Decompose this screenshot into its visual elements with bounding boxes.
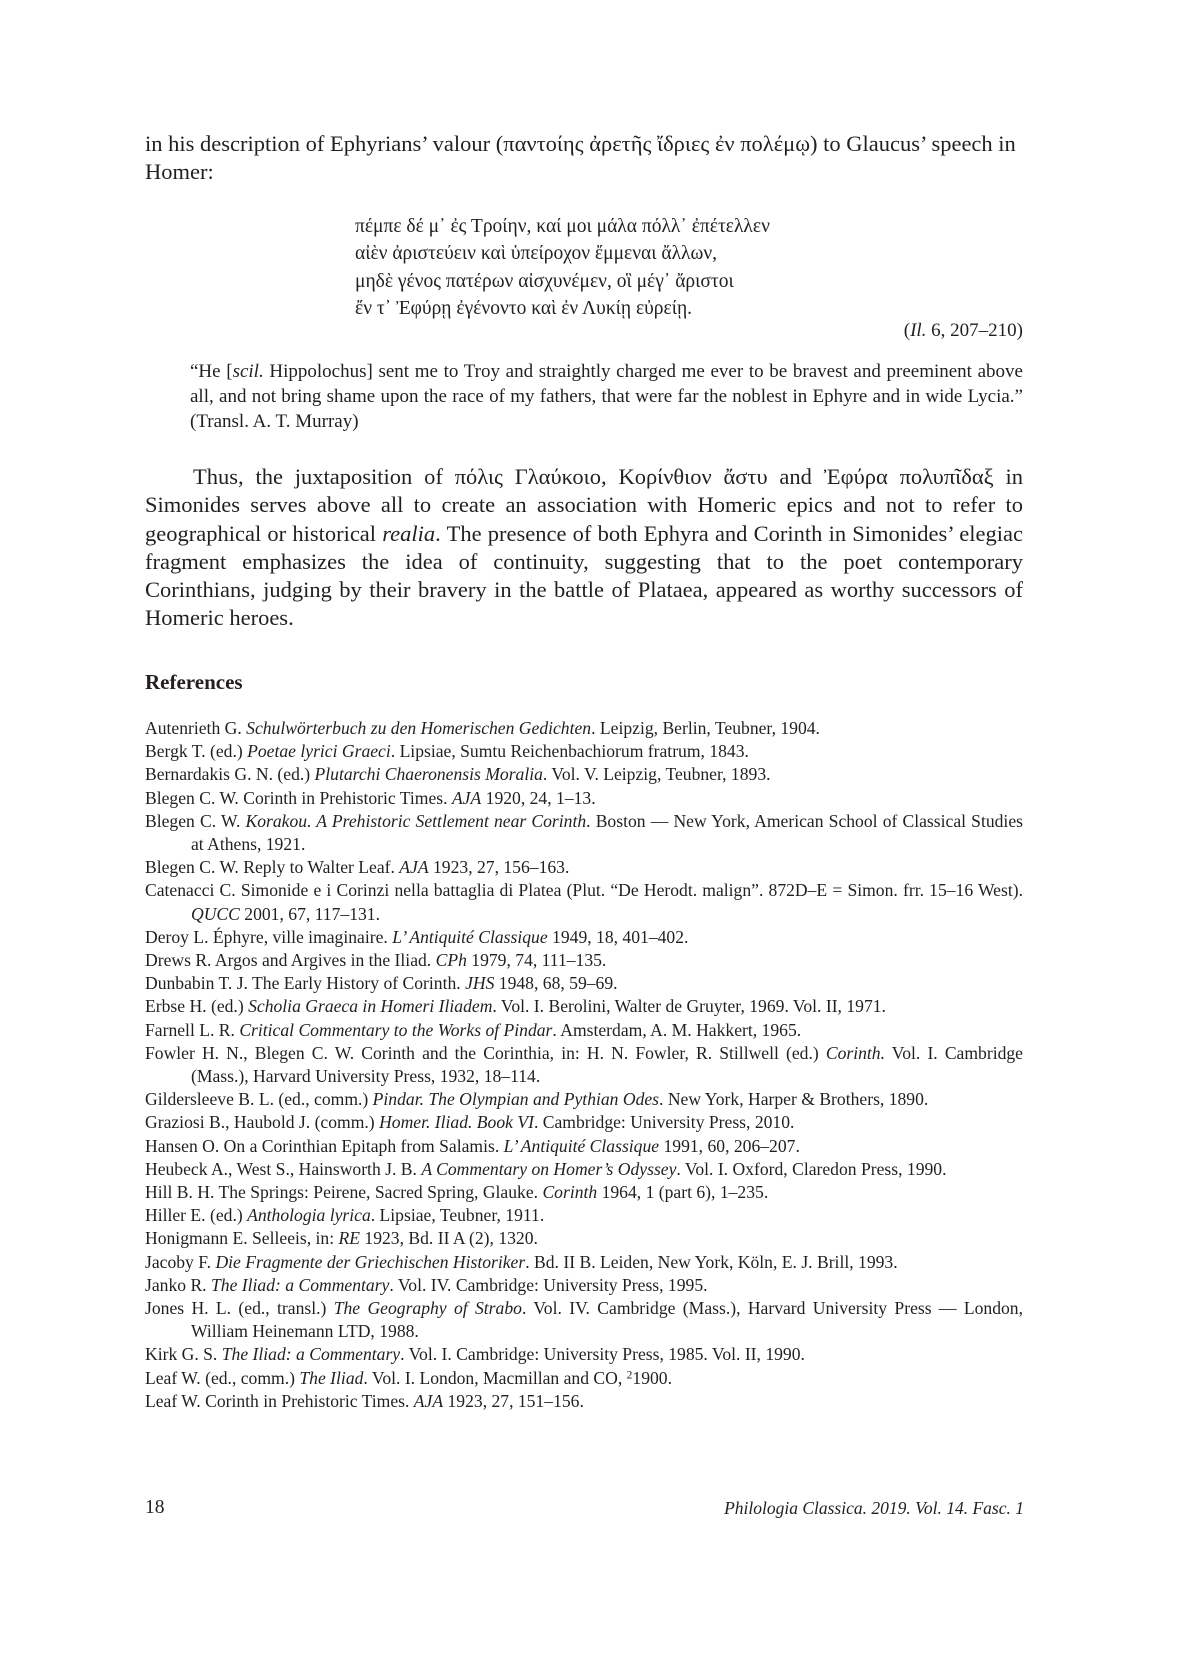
reference-item xyxy=(145,763,1023,786)
references-list xyxy=(145,717,1023,1413)
reference-item xyxy=(145,717,1023,740)
reference-part: Anthologia lyrica xyxy=(247,1205,371,1226)
reference-part: 1923, 27, 156–163. xyxy=(428,857,570,878)
reference-part: . Vol. I. Berolini, Walter de Gruyter, 1969. Vol. II, 1971. xyxy=(492,996,886,1017)
reference-part: 1979, 74, 111–135. xyxy=(466,950,607,971)
reference-part: 2001, 67, 117–131. xyxy=(239,903,380,924)
verse-translation xyxy=(190,359,1023,435)
verse-line: ἔν τ᾽ Ἐφύρῃ ἐγένοντο καὶ ἐν Λυκίῃ εὐρείῃ. xyxy=(355,297,693,319)
reference-part: Plutarchi Chaeronensis Moralia xyxy=(314,764,543,785)
reference-item xyxy=(145,1274,1023,1297)
reference-part: Catenacci C. Simonide e i Corinzi nella battaglia di Platea (Plut. “De Herodt. malign”. 872D–E = Simon. frr. 15–16 West). xyxy=(145,880,1023,901)
conclusion-realia: realia xyxy=(382,520,436,546)
reference-item xyxy=(145,1135,1023,1158)
reference-part: L’ Antiquité Classique xyxy=(392,926,548,947)
reference-part: Leaf W. Corinth in Prehistoric Times. xyxy=(145,1390,414,1411)
reference-item xyxy=(145,1042,1023,1088)
reference-item xyxy=(145,995,1023,1018)
reference-item xyxy=(145,1343,1023,1366)
homer-verse-quote xyxy=(355,213,770,322)
reference-part: Fowler H. N., Blegen C. W. Corinth and the Corinthia, in: H. N. Fowler, R. Stillwell (ed.) xyxy=(145,1042,826,1063)
reference-part: 1948, 68, 59–69. xyxy=(494,973,618,994)
reference-part: 1949, 18, 401–402. xyxy=(547,926,689,947)
reference-part: Pindar. The Olympian and Pythian Odes xyxy=(372,1089,660,1110)
translation-text-a: “He [ xyxy=(190,361,233,382)
reference-part: . Cambridge: University Press, 2010. xyxy=(533,1112,795,1133)
citation-open: ( xyxy=(903,320,911,341)
reference-item xyxy=(145,1297,1023,1343)
reference-part: . Vol. I. London, Macmillan and CO, xyxy=(363,1367,627,1388)
reference-part: The Geography of Strabo xyxy=(333,1298,522,1319)
reference-part: Vol. I. Cambridge (Mass.), Harvard University Press, 1932, 18–114. xyxy=(191,1042,1023,1087)
reference-part: CPh xyxy=(435,950,467,971)
reference-item xyxy=(145,1251,1023,1274)
reference-part: QUCC xyxy=(191,903,240,924)
paragraph-conclusion xyxy=(145,463,1023,633)
reference-part: 1991, 60, 206–207. xyxy=(659,1135,800,1156)
references-heading: References xyxy=(145,670,243,694)
reference-part: A Commentary on Homer’s Odyssey xyxy=(421,1158,677,1179)
reference-item xyxy=(145,810,1023,856)
reference-part: 1923, 27, 151–156. xyxy=(443,1390,584,1411)
reference-part: L’ Antiquité Classique xyxy=(503,1135,660,1156)
reference-part: Korakou. A Prehistoric Settlement near Corinth xyxy=(245,810,587,831)
reference-item xyxy=(145,1158,1023,1181)
reference-part: AJA xyxy=(413,1390,444,1411)
reference-part: AJA xyxy=(451,787,482,808)
verse-line: μηδὲ γένος πατέρων αἰσχυνέμεν, οἳ μέγ᾽ ἄριστοι xyxy=(355,270,734,292)
reference-item xyxy=(145,1204,1023,1227)
reference-item xyxy=(145,1019,1023,1042)
reference-part: Bernardakis G. N. (ed.) xyxy=(145,764,315,785)
reference-part: 1964, 1 (part 6), 1–235. xyxy=(597,1182,769,1203)
reference-part: . Vol. I. Oxford, Claredon Press, 1990. xyxy=(676,1158,947,1179)
reference-part: 1900. xyxy=(632,1367,672,1388)
reference-part: The Iliad xyxy=(299,1367,364,1388)
reference-part: . Bd. II B. Leiden, New York, Köln, E. J. Brill, 1993. xyxy=(525,1251,898,1272)
reference-part: Kirk G. S. xyxy=(145,1344,222,1365)
reference-item xyxy=(145,1227,1023,1250)
reference-item xyxy=(145,740,1023,763)
reference-part: . Leipzig, Berlin, Teubner, 1904. xyxy=(591,718,820,738)
reference-part: Corinth xyxy=(542,1182,598,1203)
reference-part: . Lipsiae, Teubner, 1911. xyxy=(370,1205,545,1226)
reference-item xyxy=(145,856,1023,879)
reference-part: The Iliad: a Commentary xyxy=(221,1344,401,1365)
conclusion-text-a: Thus, the juxtaposition of πόλις Γλαύκοιο, Κορίνθιον ἄστυ and Ἐφύρα πολυπῖδαξ in Simonides serves above all to create an association with Homeric epics and not to refer to geographical or historical xyxy=(145,464,1023,546)
citation-rest: 6, 207–210) xyxy=(926,320,1023,341)
reference-part: . Amsterdam, A. M. Hakkert, 1965. xyxy=(552,1019,802,1040)
reference-part: Homer. Iliad. Book VI xyxy=(379,1112,534,1133)
reference-part: Die Fragmente der Griechischen Historiker xyxy=(215,1251,526,1272)
reference-item xyxy=(145,1181,1023,1204)
reference-part: Scholia Graeca in Homeri Iliadem xyxy=(248,996,493,1017)
page-number: 18 xyxy=(145,1497,165,1518)
translation-text-b: Hippolochus] sent me to Troy and straightly charged me ever to be bravest and preeminent above all, and not bring shame upon the race of my fathers, that were far the noblest in Ephyre and in wide Lycia.” (Transl. A. T. Murray) xyxy=(190,361,1023,433)
reference-item xyxy=(145,879,1023,925)
reference-part: 1920, 24, 1–13. xyxy=(481,787,596,808)
reference-part: 1923, Bd. II A (2), 1320. xyxy=(360,1228,538,1249)
journal-footer: Philologia Classica. 2019. Vol. 14. Fasc. 1 xyxy=(724,1498,1024,1518)
reference-part: Poetae lyrici Graeci xyxy=(247,741,391,762)
reference-part: 2 xyxy=(626,1368,633,1381)
reference-part: Gildersleeve B. L. (ed., comm.) xyxy=(145,1089,373,1110)
reference-part: Blegen C. W. Corinth in Prehistoric Times. xyxy=(145,787,452,808)
conclusion-text-b: . The presence of both Ephyra and Corinth in Simonides’ elegiac fragment emphasizes the idea of continuity, suggesting that to the poet contemporary Corinthians, judging by their bravery in the battle of Plataea, appeared as worthy successors of Homeric heroes. xyxy=(145,520,1023,631)
reference-item xyxy=(145,972,1023,995)
verse-line: πέμπε δέ μ᾽ ἐς Τροίην, καί μοι μάλα πόλλ᾽ ἐπέτελλεν xyxy=(355,216,770,237)
reference-part: JHS xyxy=(465,973,495,994)
reference-part: Drews R. Argos and Argives in the Iliad. xyxy=(145,950,436,971)
reference-part: Corinth. xyxy=(825,1042,885,1063)
reference-part: . Boston — New York, American School of Classical Studies at Athens, 1921. xyxy=(191,810,1023,855)
paragraph-intro: in his description of Ephyrians’ valour (παντοίης ἀρετῆς ἴδριες ἐν πολέμῳ) to Glaucus’ speech in Homer: xyxy=(145,131,1016,185)
reference-part: Janko R. xyxy=(145,1274,211,1295)
reference-part: RE xyxy=(338,1228,361,1249)
citation-work: Il. xyxy=(910,320,927,341)
reference-item xyxy=(145,926,1023,949)
verse-line: αἰὲν ἀριστεύειν καὶ ὑπείροχον ἔμμεναι ἄλλων, xyxy=(355,243,718,265)
reference-part: . Vol. IV. Cambridge: University Press, 1995. xyxy=(389,1274,708,1295)
reference-part: AJA xyxy=(399,857,429,878)
reference-item xyxy=(145,1088,1023,1111)
reference-part: Blegen C. W. Reply to Walter Leaf. xyxy=(145,857,400,878)
reference-part: Jones H. L. (ed., transl.) xyxy=(145,1298,334,1319)
reference-part: Blegen C. W. xyxy=(145,810,246,831)
reference-part: . Lipsiae, Sumtu Reichenbachiorum fratrum, 1843. xyxy=(390,741,749,762)
reference-part: Leaf W. (ed., comm.) xyxy=(145,1367,300,1388)
reference-part: Hill B. H. The Springs: Peirene, Sacred Spring, Glauke. xyxy=(145,1182,543,1203)
reference-part: . Vol. V. Leipzig, Teubner, 1893. xyxy=(542,764,771,785)
reference-part: . Vol. I. Cambridge: University Press, 1985. Vol. II, 1990. xyxy=(400,1344,805,1365)
reference-item xyxy=(145,1390,1023,1413)
reference-part: Critical Commentary to the Works of Pindar xyxy=(239,1019,553,1040)
reference-part: Dunbabin T. J. The Early History of Corinth. xyxy=(145,973,466,994)
translation-scil: scil. xyxy=(232,361,264,382)
reference-part: Graziosi B., Haubold J. (comm.) xyxy=(145,1112,380,1133)
reference-part: . New York, Harper & Brothers, 1890. xyxy=(659,1089,929,1110)
reference-item xyxy=(145,949,1023,972)
reference-item xyxy=(145,1367,1023,1390)
reference-part: The Iliad: a Commentary xyxy=(210,1274,390,1295)
reference-part: Deroy L. Éphyre, ville imaginaire. xyxy=(145,926,393,947)
reference-item xyxy=(145,787,1023,810)
reference-part: Hiller E. (ed.) xyxy=(145,1205,248,1226)
reference-part: Honigmann E. Selleeis, in: xyxy=(145,1228,339,1249)
reference-part: Schulwörterbuch zu den Homerischen Gedichten xyxy=(246,718,592,738)
reference-item xyxy=(145,1111,1023,1134)
reference-part: Erbse H. (ed.) xyxy=(145,996,249,1017)
reference-part: . Vol. IV. Cambridge (Mass.), Harvard University Press — London, William Heinemann LTD, 1988. xyxy=(191,1298,1024,1342)
reference-part: Bergk T. (ed.) xyxy=(145,741,248,762)
reference-part: Farnell L. R. xyxy=(145,1019,240,1040)
reference-part: Hansen O. On a Corinthian Epitaph from Salamis. xyxy=(145,1135,504,1156)
reference-part: Jacoby F. xyxy=(145,1251,216,1272)
verse-citation xyxy=(904,319,1023,343)
reference-part: Heubeck A., West S., Hainsworth J. B. xyxy=(145,1158,422,1179)
reference-part: Autenrieth G. xyxy=(145,718,247,738)
